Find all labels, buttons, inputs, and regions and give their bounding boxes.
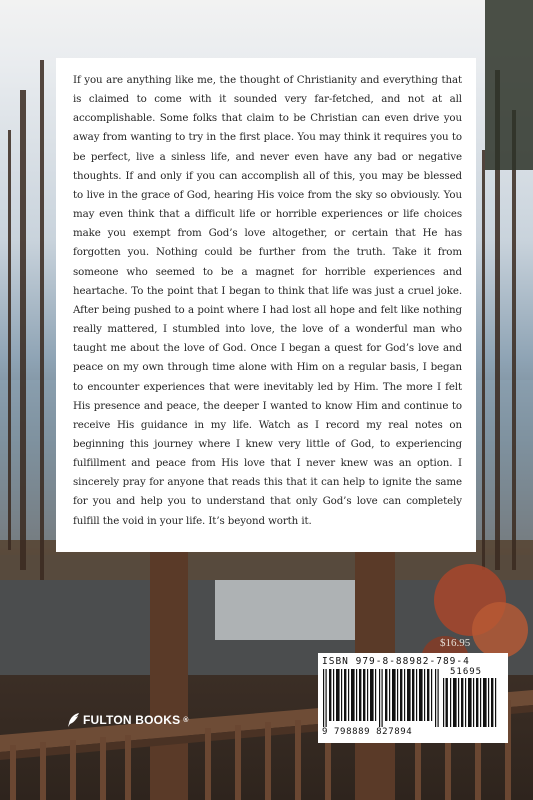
isbn-barcode	[318, 653, 508, 743]
registered-mark: ®	[183, 716, 189, 724]
book-description: If you are anything like me, the thought of Christianity and everything that is claimed to come with it sounded very far-fetched, and not at all accomplishable. Some folks that claim to be Christian can even drive you away from wanting to try in the first place. You may think it requires you to be perfect, live a sinless life, and never even have any bad or negative thoughts. If and only if you can accomplish all of this, you may be blessed to live in the grace of God, hearing His voice from the sky so obviously. You may even think that a difficult life or horrible experiences or life choices make you exempt from God’s love altogether, or certain that He has forgotten you. Nothing could be further from the truth. Take it from someone who seemed to be a magnet for horrible experiences and heartache. To the point that I began to think that life was just a cruel joke. After being pushed to a point where I had lost all hope and felt like nothing really mattered, I stumbled into love, the love of a wonderful man who taught me about the love of God. Once I began a quest for God’s love and peace on my own through time alone with Him on a regular basis, I began to encounter experiences that were inevitably led by Him. The more I felt His presence and peace, the deeper I wanted to know Him and continue to receive His guidance in my life. Watch as I record my real notes on beginning this journey where I knew very little of God, to experiencing fulfillment and peace from His love that I never knew was an option. I sincerely pray for anyone that reads this that it can help to ignite the same for you and help you to understand that only God’s love can completely fulfill the void in your life. It’s beyond worth it.	[73, 74, 462, 527]
publisher-name: FULTON BOOKS	[83, 713, 181, 727]
price-addon-barcode-bars	[442, 678, 500, 727]
publisher-logo	[66, 712, 189, 728]
price-label: $16.95	[440, 637, 471, 649]
quill-pen-icon	[66, 712, 80, 728]
price-code: 51695	[450, 667, 483, 677]
isbn-number: ISBN 979-8-88982-789-4	[322, 656, 470, 667]
ean-number: 9 798889 827894	[322, 727, 413, 737]
ean-barcode-bars	[322, 669, 440, 727]
blurb-panel	[56, 58, 476, 552]
